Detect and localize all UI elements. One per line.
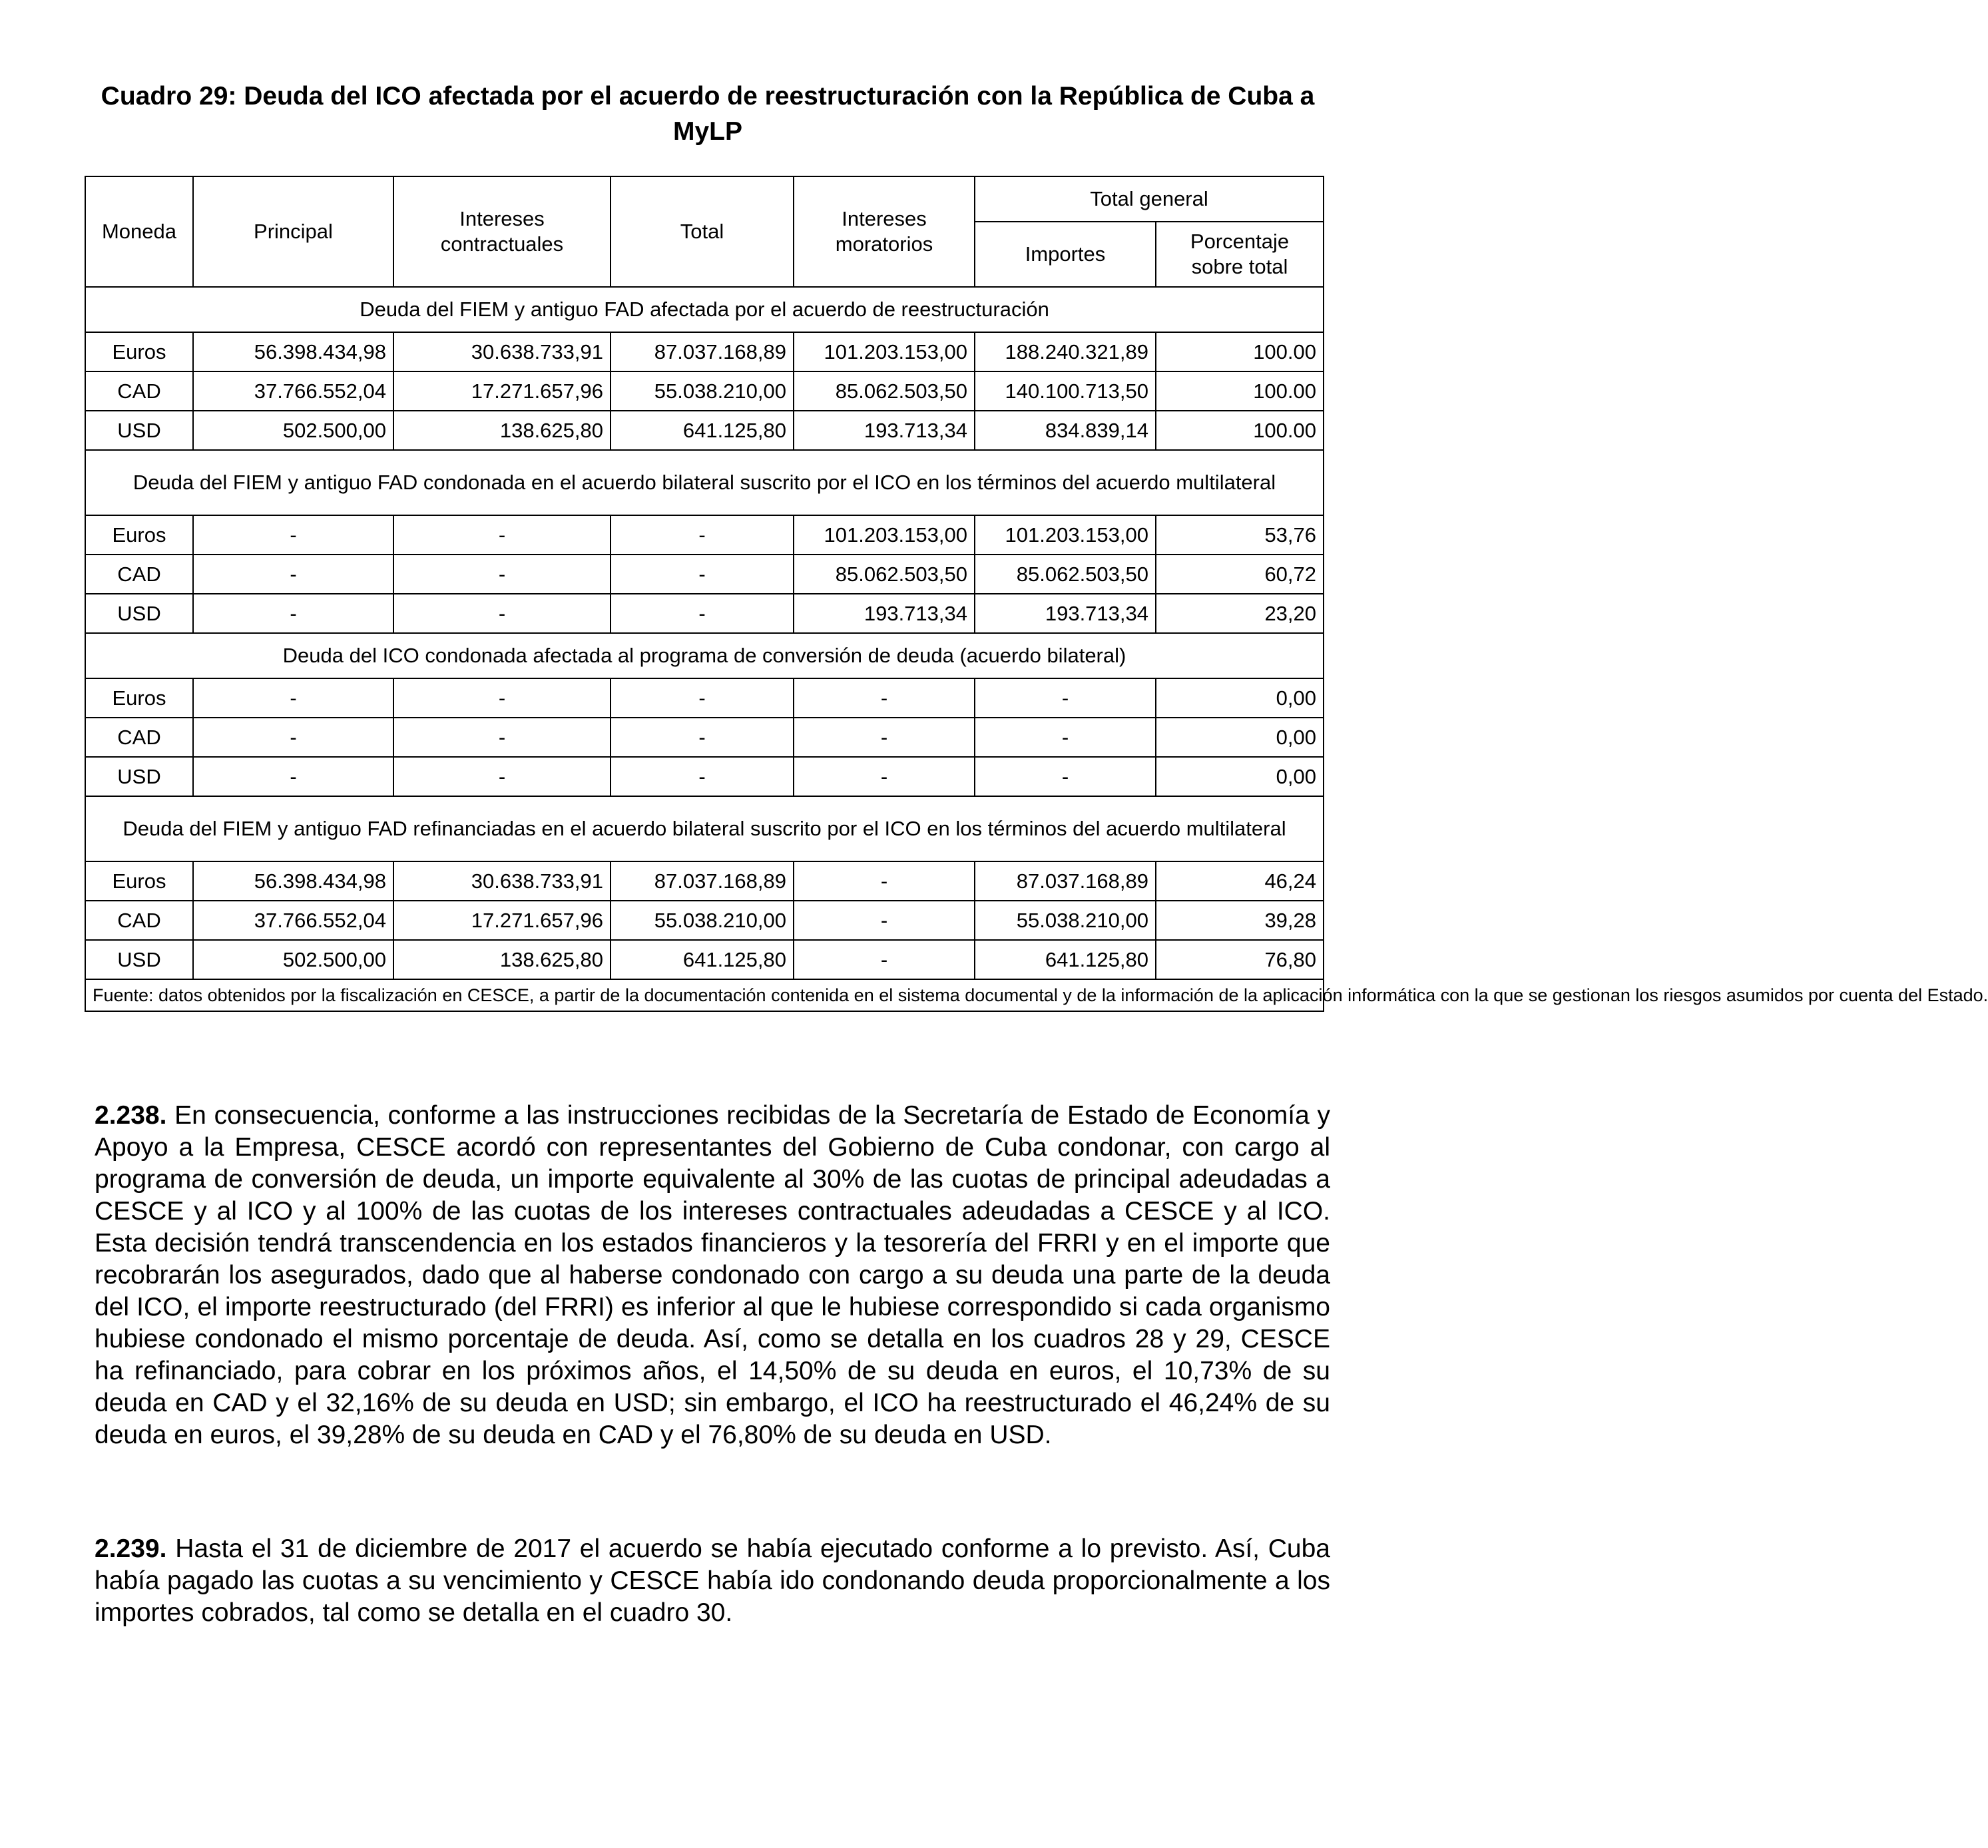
table-title: Cuadro 29: Deuda del ICO afectada por el acuerdo de reestructuración con la República de Cuba a MyLP [101,82,1315,146]
value-cell: - [975,678,1156,718]
header-importes: Importes [975,222,1156,287]
value-cell: 502.500,00 [193,411,393,450]
value-cell: - [794,718,975,757]
value-cell: 138.625,80 [393,411,611,450]
value-cell: - [611,718,794,757]
value-cell: 76,80 [1156,940,1324,979]
value-cell: - [611,555,794,594]
value-cell: - [393,718,611,757]
value-cell: 188.240.321,89 [975,332,1156,371]
value-cell: 23,20 [1156,594,1324,633]
table-row [85,411,1324,450]
table-row [85,861,1324,901]
table-row [85,901,1324,940]
value-cell: 193.713,34 [975,594,1156,633]
value-cell: - [393,555,611,594]
value-cell: 17.271.657,96 [393,371,611,411]
value-cell: 834.839,14 [975,411,1156,450]
currency-cell: USD [85,411,193,450]
paragraph-text: En consecuencia, conforme a las instrucciones recibidas de la Secretaría de Estado de Economía y Apoyo a la Empresa, CESCE acordó con representantes del Gobierno de Cuba condonar, con cargo al programa de conversión de deuda, un importe equivalente al 30% de las cuotas de principal adeudadas a CESCE y al ICO y al 100% de las cuotas de los intereses contractuales adeudadas a CESCE y al ICO. Esta decisión tendrá transcendencia en los estados financieros y la tesorería del FRRI y en el importe que recobrarán los asegurados, dado que al haberse condonado con cargo a su deuda una parte de la deuda del ICO, el importe reestructurado (del FRRI) es inferior al que le hubiese correspondido si cada organismo hubiese condonado el mismo porcentaje de deuda. Así, como se detalla en los cuadros 28 y 29, CESCE ha refinanciado, para cobrar en los próximos años, el 14,50% de su deuda en euros, el 10,73% de su deuda en CAD y el 32,16% de su deuda en USD; sin embargo, el ICO ha reestructurado el 46,24% de su deuda en euros, el 39,28% de su deuda en CAD y el 76,80% de su deuda en USD. [95,1101,1330,1449]
value-cell: - [393,757,611,796]
section-row [85,633,1324,678]
source-row [85,979,1324,1011]
value-cell: 55.038.210,00 [611,901,794,940]
value-cell: 37.766.552,04 [193,901,393,940]
value-cell: - [611,515,794,555]
value-cell: 37.766.552,04 [193,371,393,411]
table-row [85,371,1324,411]
value-cell: 85.062.503,50 [794,371,975,411]
value-cell: 100.00 [1156,411,1324,450]
section-row [85,450,1324,515]
value-cell: - [193,594,393,633]
value-cell: 39,28 [1156,901,1324,940]
section-title: Deuda del FIEM y antiguo FAD refinanciadas en el acuerdo bilateral suscrito por el ICO en los términos del acuerdo multilateral [85,796,1324,861]
value-cell: - [393,594,611,633]
value-cell: - [794,861,975,901]
header-principal: Principal [193,176,393,287]
table-row [85,555,1324,594]
value-cell: 641.125,80 [611,940,794,979]
paragraph-2-238 [95,1100,1330,1451]
currency-cell: USD [85,594,193,633]
section-title: Deuda del ICO condonada afectada al programa de conversión de deuda (acuerdo bilateral) [85,633,1324,678]
table-row [85,332,1324,371]
header-total: Total [611,176,794,287]
currency-cell: Euros [85,861,193,901]
source-note: Fuente: datos obtenidos por la fiscalización en CESCE, a partir de la documentación contenida en el sistema documental y de la información de la aplicación informática con la que se gestionan los riesgos asumidos por cuenta del Estado. [85,979,1324,1011]
section-title: Deuda del FIEM y antiguo FAD condonada en el acuerdo bilateral suscrito por el ICO en los términos del acuerdo multilateral [85,450,1324,515]
section-row [85,287,1324,332]
currency-cell: Euros [85,515,193,555]
value-cell: 55.038.210,00 [611,371,794,411]
currency-cell: Euros [85,678,193,718]
paragraph-2-239 [95,1533,1330,1629]
value-cell: - [193,515,393,555]
value-cell: - [611,757,794,796]
value-cell: 193.713,34 [794,411,975,450]
currency-cell: CAD [85,901,193,940]
currency-cell: CAD [85,555,193,594]
value-cell: - [193,718,393,757]
value-cell: - [975,718,1156,757]
value-cell: - [393,515,611,555]
value-cell: 193.713,34 [794,594,975,633]
value-cell: - [794,940,975,979]
value-cell: 87.037.168,89 [975,861,1156,901]
value-cell: 53,76 [1156,515,1324,555]
value-cell: - [794,678,975,718]
table-row [85,940,1324,979]
value-cell: 87.037.168,89 [611,332,794,371]
header-intereses-moratorios: Intereses moratorios [794,176,975,287]
value-cell: 101.203.153,00 [975,515,1156,555]
header-intereses-contractuales: Intereses contractuales [393,176,611,287]
table-row [85,594,1324,633]
value-cell: 87.037.168,89 [611,861,794,901]
value-cell: - [975,757,1156,796]
table-row [85,515,1324,555]
table-row [85,678,1324,718]
value-cell: - [611,678,794,718]
value-cell: 56.398.434,98 [193,861,393,901]
value-cell: 60,72 [1156,555,1324,594]
value-cell: - [794,757,975,796]
header-porcentaje: Porcentaje sobre total [1156,222,1324,287]
value-cell: - [193,678,393,718]
value-cell: 30.638.733,91 [393,332,611,371]
value-cell: - [193,555,393,594]
value-cell: 100.00 [1156,371,1324,411]
value-cell: 101.203.153,00 [794,515,975,555]
currency-cell: CAD [85,718,193,757]
value-cell: 641.125,80 [611,411,794,450]
value-cell: 17.271.657,96 [393,901,611,940]
paragraph-text: Hasta el 31 de diciembre de 2017 el acuerdo se había ejecutado conforme a lo previsto. Así, Cuba había pagado las cuotas a su vencimiento y CESCE había ido condonando deuda proporcionalmente a los importes cobrados, tal como se detalla en el cuadro 30. [95,1534,1331,1627]
value-cell: 46,24 [1156,861,1324,901]
value-cell: - [794,901,975,940]
value-cell: 85.062.503,50 [794,555,975,594]
currency-cell: USD [85,940,193,979]
value-cell: 641.125,80 [975,940,1156,979]
section-title: Deuda del FIEM y antiguo FAD afectada por el acuerdo de reestructuración [85,287,1324,332]
debt-table [85,176,1988,1012]
table-row [85,757,1324,796]
value-cell: 0,00 [1156,718,1324,757]
paragraph-number: 2.238. [95,1101,167,1130]
value-cell: 56.398.434,98 [193,332,393,371]
currency-cell: CAD [85,371,193,411]
value-cell: 138.625,80 [393,940,611,979]
value-cell: 0,00 [1156,678,1324,718]
value-cell: - [611,594,794,633]
value-cell: 100.00 [1156,332,1324,371]
value-cell: - [193,757,393,796]
paragraph-number: 2.239. [95,1534,167,1563]
value-cell: 502.500,00 [193,940,393,979]
header-total-general: Total general [975,176,1324,222]
header-moneda: Moneda [85,176,193,287]
table-row [85,718,1324,757]
value-cell: 85.062.503,50 [975,555,1156,594]
currency-cell: USD [85,757,193,796]
value-cell: 101.203.153,00 [794,332,975,371]
value-cell: 0,00 [1156,757,1324,796]
currency-cell: Euros [85,332,193,371]
value-cell: - [393,678,611,718]
value-cell: 30.638.733,91 [393,861,611,901]
value-cell: 55.038.210,00 [975,901,1156,940]
section-row [85,796,1324,861]
value-cell: 140.100.713,50 [975,371,1156,411]
